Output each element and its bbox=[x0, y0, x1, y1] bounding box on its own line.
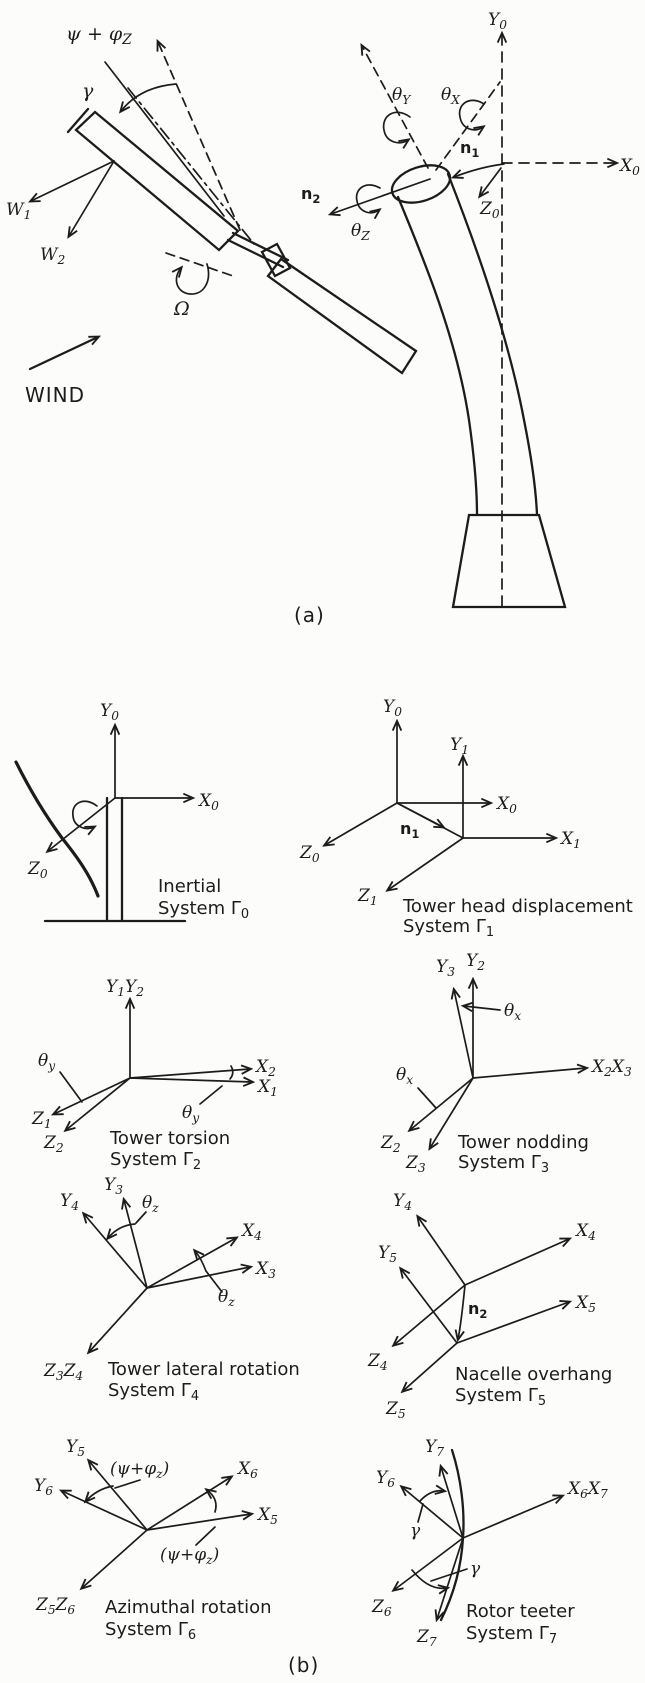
gamma3-caption-line2: System $\Gamma_3$ bbox=[458, 1152, 550, 1176]
gamma6-psi-bottom-label: $(\psi+\varphi_z)$ bbox=[160, 1545, 220, 1567]
gamma1-caption-line2: System $\Gamma_1$ bbox=[403, 916, 495, 940]
gamma5-caption-line2: System $\Gamma_5$ bbox=[455, 1385, 547, 1409]
teeter-axis-dashdot-line bbox=[128, 88, 254, 244]
psi-phi-label: $\psi + \varphi_Z$ bbox=[66, 23, 132, 48]
gamma2-caption-line1: Tower torsion bbox=[110, 1128, 231, 1149]
gamma6-x5-label: $X_5$ bbox=[258, 1505, 278, 1527]
gamma6-psi-top-arc bbox=[86, 1486, 113, 1501]
n2-vector-arrow bbox=[331, 179, 430, 214]
system-gamma6 bbox=[34, 1437, 278, 1643]
tower-base-foundation bbox=[453, 515, 565, 607]
gamma5-caption-line1: Nacelle overhang bbox=[455, 1364, 613, 1385]
gamma4-y3-label: $Y_3$ bbox=[104, 1175, 124, 1197]
gamma5-x5-label: $X_5$ bbox=[576, 1293, 596, 1315]
system-gamma5 bbox=[367, 1191, 612, 1421]
part-b-coordinate-systems bbox=[16, 697, 633, 1677]
gamma0-x-label: $X_0$ bbox=[199, 791, 219, 813]
gamma4-caption-line1: Tower lateral rotation bbox=[108, 1359, 300, 1380]
y0-label: $Y_0$ bbox=[488, 10, 508, 32]
gamma5-n2-arrow bbox=[458, 1285, 465, 1339]
part-a-turbine-sketch bbox=[6, 10, 640, 627]
gamma6-psi-top-leader bbox=[115, 1480, 140, 1488]
gamma5-z4-axis bbox=[394, 1285, 465, 1345]
gamma0-z-label: $Z_0$ bbox=[28, 859, 48, 881]
gamma7-caption-line1: Rotor teeter bbox=[466, 1601, 575, 1622]
theta-z-label: $\theta_Z$ bbox=[351, 221, 370, 243]
theta-x-label: $\theta_X$ bbox=[441, 85, 460, 107]
theta-x-rotation-arrow bbox=[460, 100, 484, 129]
gamma1-caption-line1: Tower head displacement bbox=[403, 896, 633, 917]
gamma5-y4-axis bbox=[418, 1217, 465, 1285]
gamma5-n2-label: $n_2$ bbox=[468, 1299, 488, 1321]
gamma5-z5-label: $Z_5$ bbox=[386, 1399, 406, 1421]
gamma7-z7-label: $Z_7$ bbox=[417, 1627, 437, 1649]
gamma6-y5-label: $Y_5$ bbox=[66, 1437, 86, 1459]
gamma1-z0-label: $Z_0$ bbox=[300, 843, 320, 865]
gamma3-y3-label: $Y_3$ bbox=[436, 957, 456, 979]
gamma7-caption-line2: System $\Gamma_7$ bbox=[466, 1623, 558, 1647]
gamma5-z4-label: $Z_4$ bbox=[368, 1351, 388, 1373]
gamma7-z6-label: $Z_6$ bbox=[372, 1597, 392, 1619]
gamma-angle-arc bbox=[121, 84, 176, 111]
gamma3-x-label: $X_2X_3$ bbox=[592, 1057, 632, 1079]
gamma0-caption-line1: Inertial bbox=[158, 876, 222, 897]
gamma2-x1-label: $X_1$ bbox=[258, 1077, 278, 1099]
gamma7-gamma-bottom-label: γ bbox=[470, 1559, 481, 1579]
gamma6-psi-top-label: $(\psi+\varphi_z)$ bbox=[110, 1459, 170, 1481]
gamma5-z5-axis bbox=[403, 1343, 457, 1391]
w1-label: $W_1$ bbox=[6, 200, 32, 222]
theta-z-rotation-arrow bbox=[357, 185, 380, 213]
azimuth-direction-arrow bbox=[158, 42, 240, 230]
system-gamma1 bbox=[299, 697, 633, 940]
gamma3-y3-axis bbox=[454, 990, 473, 1078]
gamma4-y4-label: $Y_4$ bbox=[60, 1191, 80, 1213]
gamma2-x2-label: $X_2$ bbox=[256, 1057, 276, 1079]
gamma3-y2-label: $Y_2$ bbox=[466, 951, 486, 973]
gamma6-x6-axis bbox=[147, 1477, 231, 1530]
tower-top-ellipse bbox=[387, 159, 455, 210]
gamma0-z-axis bbox=[48, 798, 115, 851]
gamma-label: γ bbox=[82, 80, 94, 102]
gamma1-z1-label: $Z_1$ bbox=[358, 886, 378, 908]
gamma4-z-label: $Z_3Z_4$ bbox=[44, 1361, 84, 1383]
wind-arrow bbox=[30, 337, 98, 369]
gamma6-z-axis bbox=[82, 1530, 147, 1588]
gamma1-x1-label: $X_1$ bbox=[561, 829, 581, 851]
gamma6-y6-axis bbox=[62, 1491, 147, 1530]
blade-2 bbox=[268, 259, 416, 373]
shaft-axis-dashed-segment bbox=[166, 253, 236, 277]
z0-axis-arrow bbox=[480, 168, 501, 196]
n2-label: $n_2$ bbox=[301, 184, 321, 206]
gamma7-x-axis bbox=[463, 1496, 562, 1538]
gamma0-y-label: $Y_0$ bbox=[100, 701, 120, 723]
system-gamma4 bbox=[43, 1175, 300, 1404]
x0-label: $X_0$ bbox=[620, 156, 640, 178]
gamma6-caption-line2: System $\Gamma_6$ bbox=[105, 1619, 197, 1643]
gamma2-x1-axis bbox=[130, 1078, 252, 1082]
gamma1-z0-axis bbox=[325, 803, 397, 845]
wind-label: WIND bbox=[25, 383, 86, 407]
gamma4-caption-line2: System $\Gamma_4$ bbox=[108, 1380, 200, 1404]
gamma1-y1-label: $Y_1$ bbox=[450, 735, 470, 757]
gamma3-z2-axis bbox=[410, 1078, 473, 1130]
blade-2-root-cap bbox=[262, 244, 290, 276]
z0-label: $Z_0$ bbox=[480, 199, 500, 221]
gamma2-ty-lower-label: $\theta_y$ bbox=[182, 1103, 200, 1125]
gamma3-z3-label: $Z_3$ bbox=[406, 1153, 426, 1175]
gamma4-tz-top-leader bbox=[136, 1212, 146, 1223]
gamma2-caption-line2: System $\Gamma_2$ bbox=[110, 1149, 202, 1173]
system-gamma3 bbox=[380, 951, 632, 1176]
gamma6-caption-line1: Azimuthal rotation bbox=[105, 1597, 272, 1618]
omega-label: Ω bbox=[174, 298, 190, 320]
gamma3-tx-left-leader bbox=[418, 1088, 436, 1108]
gamma5-y5-label: $Y_5$ bbox=[378, 1243, 398, 1265]
gamma7-x-label: $X_6X_7$ bbox=[568, 1479, 608, 1501]
gamma2-ty-upper-label: $\theta_y$ bbox=[38, 1051, 56, 1073]
gamma5-x4-label: $X_4$ bbox=[576, 1221, 596, 1243]
gamma6-x5-axis bbox=[147, 1514, 251, 1530]
n1-label: $n_1$ bbox=[460, 138, 480, 160]
blade-1 bbox=[76, 112, 238, 250]
gamma1-x0-label: $X_0$ bbox=[497, 794, 517, 816]
system-gamma7 bbox=[371, 1437, 608, 1649]
gamma7-gamma-top-leader bbox=[418, 1504, 423, 1522]
gamma2-y-label: $Y_1Y_2$ bbox=[106, 977, 145, 999]
gamma3-tx-right-leader-arrow bbox=[464, 1006, 500, 1010]
gamma6-y6-label: $Y_6$ bbox=[34, 1476, 54, 1498]
theta-y-axis-dashed bbox=[362, 46, 428, 168]
gamma6-x6-label: $X_6$ bbox=[238, 1459, 258, 1481]
gamma1-y0-label: $Y_0$ bbox=[383, 697, 403, 719]
gamma3-caption-line1: Tower nodding bbox=[458, 1132, 589, 1153]
gamma3-tx-left-label: $\theta_x$ bbox=[396, 1065, 414, 1087]
gamma4-tz-bottom-label: $\theta_z$ bbox=[218, 1287, 235, 1309]
gamma7-z6-axis bbox=[394, 1538, 463, 1590]
gamma5-x4-axis bbox=[465, 1239, 569, 1285]
gamma7-gamma-top-label: γ bbox=[410, 1521, 421, 1541]
gamma7-y6-label: $Y_6$ bbox=[376, 1468, 396, 1490]
gamma6-psi-bottom-leader bbox=[196, 1527, 215, 1545]
gamma3-x-axis bbox=[473, 1068, 586, 1078]
gamma3-tx-right-label: $\theta_x$ bbox=[504, 1001, 522, 1023]
gamma6-z-label: $Z_5Z_6$ bbox=[36, 1595, 76, 1617]
tower-right-edge bbox=[448, 174, 537, 515]
gamma4-z-axis bbox=[89, 1288, 147, 1352]
omega-rotation-arrow bbox=[176, 264, 208, 294]
gamma1-z1-axis bbox=[388, 838, 463, 890]
gamma4-x4-axis bbox=[147, 1238, 236, 1288]
w2-label: $W_2$ bbox=[40, 245, 66, 267]
system-gamma2 bbox=[31, 977, 278, 1173]
gamma7-y7-label: $Y_7$ bbox=[425, 1437, 445, 1459]
gamma2-ty-upper-leader bbox=[60, 1072, 82, 1102]
gamma3-z2-label: $Z_2$ bbox=[381, 1133, 401, 1155]
gamma2-xangle-arc bbox=[230, 1066, 233, 1079]
gamma1-n1-label: $n_1$ bbox=[400, 819, 420, 841]
gamma4-x3-label: $X_3$ bbox=[256, 1259, 276, 1281]
gamma4-tz-top-label: $\theta_z$ bbox=[142, 1193, 159, 1215]
theta-y-label: $\theta_Y$ bbox=[392, 85, 411, 107]
caption-b: (b) bbox=[288, 1653, 320, 1677]
caption-a: (a) bbox=[294, 603, 325, 627]
system-gamma0 bbox=[16, 701, 249, 922]
gamma2-z2-label: $Z_2$ bbox=[44, 1133, 64, 1155]
gamma7-gamma-top-arc bbox=[420, 1491, 444, 1501]
gamma2-ty-lower-leader bbox=[200, 1086, 222, 1104]
gamma4-x4-label: $X_4$ bbox=[242, 1221, 262, 1243]
tower-left-edge bbox=[398, 197, 477, 515]
gamma2-z1-label: $Z_1$ bbox=[32, 1109, 52, 1131]
gamma0-caption-line2: System $\Gamma_0$ bbox=[158, 898, 250, 922]
gamma5-y4-label: $Y_4$ bbox=[393, 1191, 413, 1213]
gamma6-psi-bottom-arc bbox=[207, 1490, 216, 1512]
gamma4-x3-axis bbox=[147, 1267, 250, 1288]
